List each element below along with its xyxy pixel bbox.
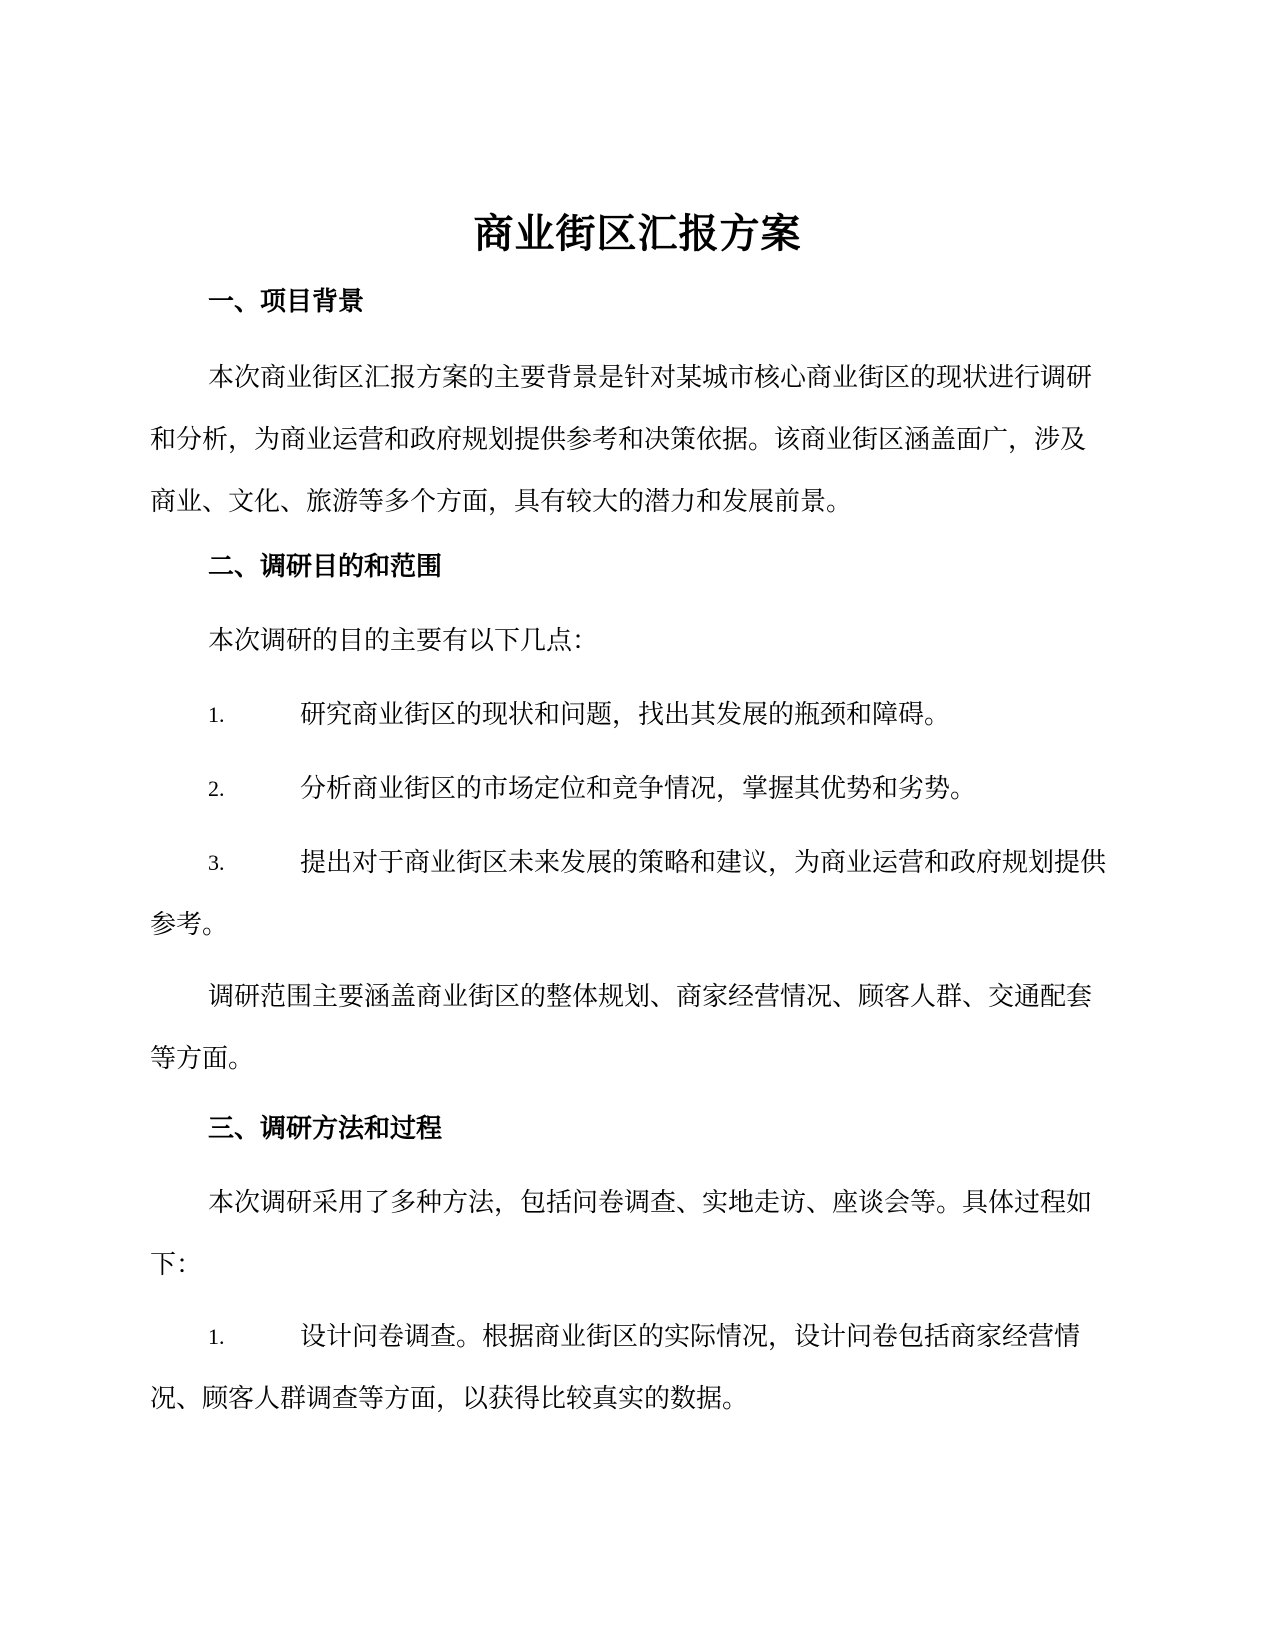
list-item (150, 832, 1110, 956)
section-heading-purpose-scope: 二、调研目的和范围 (208, 552, 443, 582)
list-item-text: 提出对于商业街区未来发展的策略和建议，为商业运营和政府规划提供参考。 (150, 848, 1107, 940)
list-item-text: 分析商业街区的市场定位和竞争情况，掌握其优势和劣势。 (300, 774, 977, 804)
document-title: 商业街区汇报方案 (473, 211, 802, 257)
section-heading-methods-process: 三、调研方法和过程 (208, 1114, 443, 1144)
list-item-number: 3. (208, 850, 225, 875)
list-item-number: 1. (208, 1324, 225, 1349)
section-heading-background: 一、项目背景 (208, 287, 365, 317)
list-item-number: 1. (208, 702, 225, 727)
scope-paragraph: 调研范围主要涵盖商业街区的整体规划、商家经营情况、顾客人群、交通配套等方面。 (150, 982, 1093, 1074)
purpose-intro-paragraph: 本次调研的目的主要有以下几点： (208, 626, 599, 656)
list-item-number: 2. (208, 776, 225, 801)
list-item (150, 758, 1110, 820)
methods-intro-paragraph: 本次调研采用了多种方法，包括问卷调查、实地走访、座谈会等。具体过程如下： (150, 1188, 1093, 1280)
list-item (150, 684, 1110, 746)
list-item (150, 1306, 1110, 1430)
list-item-text: 研究商业街区的现状和问题，找出其发展的瓶颈和障碍。 (300, 700, 951, 730)
list-item-text: 设计问卷调查。根据商业街区的实际情况，设计问卷包括商家经营情况、顾客人群调查等方面，以获得比较真实的数据。 (150, 1322, 1081, 1414)
background-paragraph: 本次商业街区汇报方案的主要背景是针对某城市核心商业街区的现状进行调研和分析，为商业运营和政府规划提供参考和决策依据。该商业街区涵盖面广，涉及商业、文化、旅游等多个方面，具有较大的潜力和发展前景。 (150, 363, 1093, 517)
